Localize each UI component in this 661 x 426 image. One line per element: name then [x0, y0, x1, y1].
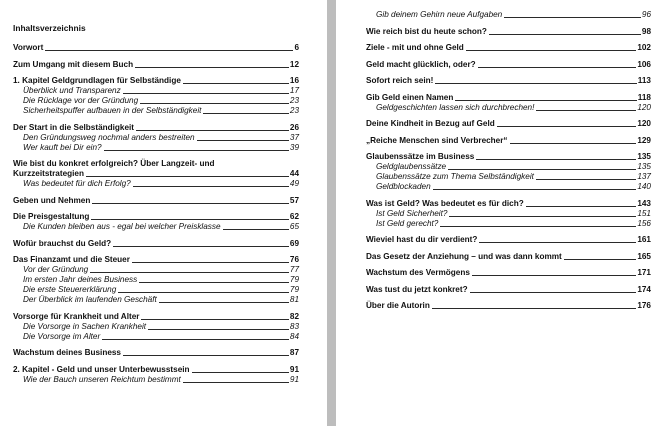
toc-page-number: 37 — [289, 132, 299, 142]
toc-chapter-entry[interactable] — [366, 268, 651, 278]
toc-entry-title: Im ersten Jahr deines Business — [23, 275, 138, 284]
toc-entry-title: Überblick und Transparenz — [23, 86, 121, 95]
toc-page-number: 102 — [637, 43, 651, 52]
toc-page-number: 156 — [637, 218, 651, 228]
toc-leader-dots — [197, 140, 289, 141]
toc-chapter-entry[interactable] — [366, 199, 651, 209]
toc-page-number: 120 — [637, 102, 651, 112]
toc-leader-dots — [449, 216, 636, 217]
toc-page-number: 174 — [637, 284, 651, 294]
toc-chapter-entry[interactable] — [366, 76, 651, 86]
toc-page-number: 176 — [637, 301, 651, 310]
toc-chapter-entry[interactable] — [366, 235, 651, 245]
toc-leader-dots — [433, 189, 637, 190]
toc-entry-title: Vorsorge für Krankheit und Alter — [13, 311, 140, 321]
toc-chapter-entry[interactable] — [13, 196, 299, 206]
toc-block — [13, 365, 299, 385]
toc-leader-dots — [223, 229, 289, 230]
toc-section-entry[interactable] — [366, 172, 651, 182]
toc-leader-dots — [92, 203, 289, 204]
toc-chapter-entry[interactable] — [366, 136, 651, 146]
toc-leader-dots — [140, 103, 289, 104]
toc-entry-title: Zum Umgang mit diesem Buch — [13, 59, 134, 69]
toc-heading: Inhaltsverzeichnis — [13, 23, 86, 33]
toc-page-number: 140 — [637, 182, 651, 191]
toc-leader-dots — [123, 355, 289, 356]
toc-chapter-entry[interactable] — [13, 169, 299, 179]
toc-leader-dots — [497, 126, 637, 127]
toc-page-number: 79 — [289, 285, 299, 294]
toc-block — [366, 268, 651, 278]
toc-leader-dots — [90, 272, 289, 273]
toc-block — [13, 239, 299, 249]
toc-chapter-entry[interactable] — [13, 239, 299, 249]
toc-block — [366, 252, 651, 262]
toc-page-number: 91 — [289, 374, 299, 384]
toc-leader-dots — [123, 93, 289, 94]
toc-page-number: 81 — [289, 295, 299, 304]
toc-entry-title: Wachstum deines Business — [13, 348, 121, 357]
toc-block — [366, 43, 651, 53]
toc-chapter-entry[interactable] — [366, 27, 651, 37]
toc-block — [13, 196, 299, 206]
toc-page-number: 16 — [289, 76, 299, 85]
toc-section-entry[interactable] — [13, 179, 299, 189]
toc-entry-title-line: Wie bist du konkret erfolgreich? Über Langzeit- und — [13, 159, 215, 168]
toc-leader-dots — [476, 159, 636, 160]
toc-page-number: 23 — [289, 96, 299, 105]
toc-entry-title: Geben und Nehmen — [13, 195, 91, 205]
toc-page-number: 44 — [289, 169, 299, 178]
toc-leader-dots — [192, 372, 289, 373]
toc-chapter-entry[interactable] — [366, 285, 651, 295]
toc-leader-dots — [148, 329, 289, 330]
toc-page-number: 118 — [637, 92, 651, 102]
toc-section-entry[interactable] — [13, 295, 299, 305]
toc-entry-title: Gib Geld einen Namen — [366, 92, 454, 102]
toc-section-entry[interactable] — [13, 96, 299, 106]
toc-leader-dots — [440, 226, 636, 227]
toc-entry-title: Die Preisgestaltung — [13, 212, 90, 221]
toc-page-number: 65 — [289, 222, 299, 231]
toc-page-number: 171 — [637, 268, 651, 277]
toc-page-right — [336, 0, 661, 426]
toc-entry-title: Die Rücklage vor der Gründung — [23, 96, 139, 105]
toc-page-number: 12 — [289, 59, 299, 69]
toc-entry-title: Wie der Bauch unseren Reichtum bestimmt — [23, 374, 181, 384]
toc-leader-dots — [139, 282, 289, 283]
toc-page-number: 96 — [641, 10, 651, 19]
toc-entry-title: Den Gründungsweg nochmal anders bestreiten — [23, 132, 195, 142]
toc-leader-dots — [504, 17, 641, 18]
toc-page-number: 57 — [289, 195, 299, 205]
toc-entry-title: Wer kauft bei Dir ein? — [23, 142, 102, 152]
toc-entry-title: Geldglaubenssätze — [376, 162, 447, 171]
toc-entry-title: Deine Kindheit in Bezug auf Geld — [366, 119, 495, 128]
toc-chapter-entry[interactable] — [366, 43, 651, 53]
toc-page-number: 98 — [641, 26, 651, 36]
toc-entry-title: Sofort reich sein! — [366, 76, 434, 85]
toc-section-entry[interactable] — [366, 162, 651, 172]
toc-section-entry[interactable] — [13, 265, 299, 275]
toc-page-number: 151 — [637, 208, 651, 218]
toc-page-number: 49 — [289, 179, 299, 188]
toc-page-number: 165 — [637, 251, 651, 261]
toc-page-number: 79 — [289, 275, 299, 284]
toc-entry-title: Gib deinem Gehirn neue Aufgaben — [376, 10, 503, 19]
toc-page-number: 87 — [289, 348, 299, 357]
toc-entry-title: Glaubenssätze zum Thema Selbständigkeit — [376, 172, 534, 181]
toc-leader-dots — [536, 110, 636, 111]
toc-entry-title: Das Finanzamt und die Steuer — [13, 255, 130, 264]
toc-section-entry[interactable] — [13, 222, 299, 232]
toc-leader-dots — [118, 292, 289, 293]
toc-page-number: 23 — [289, 106, 299, 115]
toc-section-entry[interactable] — [13, 332, 299, 342]
toc-block — [366, 27, 651, 37]
toc-leader-dots — [470, 292, 637, 293]
toc-leader-dots — [203, 113, 288, 114]
toc-block — [366, 10, 651, 20]
toc-leader-dots — [183, 382, 289, 383]
toc-entry-title: Geld macht glücklich, oder? — [366, 59, 476, 69]
toc-block — [366, 199, 651, 229]
toc-page-number: 77 — [289, 265, 299, 274]
toc-leader-dots — [135, 67, 289, 68]
toc-leader-dots — [472, 275, 636, 276]
toc-chapter-entry[interactable] — [366, 60, 651, 70]
toc-block — [366, 136, 651, 146]
toc-entry-title: Wieviel hast du dir verdient? — [366, 235, 478, 244]
toc-block — [366, 285, 651, 295]
toc-leader-dots — [133, 186, 289, 187]
toc-entry-title: „Reiche Menschen sind Verbrecher“ — [366, 135, 508, 145]
toc-entry-title: Sicherheitspuffer aufbauen in der Selbständigkeit — [23, 106, 202, 115]
toc-block — [13, 43, 299, 53]
toc-page-number: 83 — [289, 321, 299, 331]
toc-entry-title: Glaubenssätze im Business — [366, 152, 475, 161]
toc-section-entry[interactable] — [366, 182, 651, 192]
toc-page-number: 137 — [637, 172, 651, 181]
toc-page-number: 76 — [289, 255, 299, 264]
toc-block — [366, 235, 651, 245]
toc-chapter-entry[interactable] — [13, 60, 299, 70]
toc-chapter-entry[interactable] — [13, 365, 299, 375]
toc-list-right — [366, 10, 651, 311]
toc-section-entry[interactable] — [366, 209, 651, 219]
toc-chapter-entry[interactable] — [13, 212, 299, 222]
toc-page-number: 106 — [637, 59, 651, 69]
toc-leader-dots — [432, 308, 636, 309]
toc-block — [13, 255, 299, 305]
toc-entry-title: Der Start in die Selbständigkeit — [13, 122, 135, 132]
toc-leader-dots — [91, 219, 288, 220]
toc-entry-title: 1. Kapitel Geldgrundlagen für Selbständige — [13, 76, 181, 85]
toc-entry-title: Über die Autorin — [366, 301, 430, 310]
toc-entry-title: Die Vorsorge im Alter — [23, 331, 101, 341]
toc-section-entry[interactable] — [13, 322, 299, 332]
toc-leader-dots — [478, 67, 637, 68]
toc-chapter-entry[interactable] — [13, 43, 299, 53]
toc-page-number: 17 — [289, 86, 299, 95]
toc-leader-dots — [136, 130, 289, 131]
toc-leader-dots — [45, 50, 293, 51]
toc-block — [13, 212, 299, 232]
toc-block — [13, 348, 299, 358]
toc-entry-title: Was tust du jetzt konkret? — [366, 284, 468, 294]
toc-leader-dots — [104, 150, 289, 151]
toc-page-number: 39 — [289, 142, 299, 152]
toc-leader-dots — [466, 50, 637, 51]
toc-section-entry[interactable] — [366, 219, 651, 229]
toc-entry-title: Das Gesetz der Anziehung – und was dann kommt — [366, 251, 562, 261]
toc-chapter-entry[interactable] — [13, 348, 299, 358]
toc-page-number: 120 — [637, 119, 651, 128]
toc-leader-dots — [132, 262, 289, 263]
toc-chapter-entry[interactable] — [366, 93, 651, 103]
toc-block — [366, 119, 651, 129]
toc-entry-title: Was ist Geld? Was bedeutet es für dich? — [366, 198, 524, 208]
toc-block — [366, 301, 651, 311]
toc-leader-dots — [435, 83, 636, 84]
toc-block — [13, 312, 299, 342]
toc-entry-title: Was bedeutet für dich Erfolg? — [23, 179, 131, 188]
toc-page-number: 69 — [289, 238, 299, 248]
toc-block — [366, 93, 651, 113]
toc-page-number: 129 — [637, 135, 651, 145]
toc-leader-dots — [86, 176, 289, 177]
toc-entry-title: Ist Geld gerecht? — [376, 218, 439, 228]
toc-section-entry[interactable] — [13, 375, 299, 385]
toc-section-entry[interactable] — [366, 10, 651, 20]
toc-section-entry[interactable] — [366, 103, 651, 113]
toc-section-entry[interactable] — [13, 275, 299, 285]
toc-leader-dots — [141, 319, 288, 320]
toc-leader-dots — [183, 83, 289, 84]
toc-leader-dots — [159, 302, 289, 303]
toc-section-entry[interactable] — [13, 143, 299, 153]
toc-block — [13, 123, 299, 153]
toc-leader-dots — [479, 242, 636, 243]
toc-leader-dots — [564, 259, 637, 260]
toc-entry-title: Der Überblick im laufenden Geschäft — [23, 295, 157, 304]
toc-entry-title: Wie reich bist du heute schon? — [366, 26, 487, 36]
toc-chapter-entry[interactable] — [13, 76, 299, 86]
toc-page-number: 62 — [289, 212, 299, 221]
toc-leader-dots — [526, 206, 637, 207]
toc-entry-title: 2. Kapitel - Geld und unser Unterbewusstsein — [13, 364, 190, 374]
toc-page-number: 82 — [289, 311, 299, 321]
toc-page-number: 26 — [289, 122, 299, 132]
toc-leader-dots — [102, 339, 289, 340]
toc-list-left — [13, 43, 299, 385]
toc-chapter-entry[interactable] — [366, 301, 651, 311]
toc-page-number: 91 — [289, 364, 299, 374]
toc-entry-title: Wachstum des Vermögens — [366, 268, 470, 277]
toc-page-number: 84 — [289, 331, 299, 341]
toc-block — [13, 76, 299, 116]
toc-section-entry[interactable] — [13, 133, 299, 143]
toc-block — [366, 152, 651, 192]
toc-entry-title: Vor der Gründung — [23, 265, 89, 274]
toc-chapter-entry[interactable] — [366, 152, 651, 162]
toc-page-number: 6 — [294, 43, 299, 52]
toc-entry-title: Ziele - mit und ohne Geld — [366, 43, 464, 52]
toc-section-entry[interactable] — [13, 86, 299, 96]
toc-page-number: 161 — [637, 235, 651, 244]
toc-block — [13, 60, 299, 70]
toc-entry-title: Ist Geld Sicherheit? — [376, 208, 448, 218]
toc-page-number: 135 — [637, 152, 651, 161]
toc-chapter-entry[interactable] — [13, 255, 299, 265]
toc-section-entry[interactable] — [13, 285, 299, 295]
toc-page-number: 143 — [637, 198, 651, 208]
toc-page-number: 113 — [637, 76, 651, 85]
toc-entry-title: Vorwort — [13, 43, 44, 52]
toc-chapter-entry[interactable] — [366, 119, 651, 129]
toc-entry-title: Geldgeschichten lassen sich durchbrechen! — [376, 102, 535, 112]
toc-entry-title: Wofür brauchst du Geld? — [13, 238, 112, 248]
toc-page-left — [0, 0, 327, 426]
toc-entry-title: Die Vorsorge in Sachen Krankheit — [23, 321, 147, 331]
toc-entry-title: Geldblockaden — [376, 182, 431, 191]
toc-block — [13, 159, 299, 189]
toc-leader-dots — [489, 34, 641, 35]
toc-leader-dots — [510, 143, 637, 144]
toc-chapter-entry[interactable] — [13, 312, 299, 322]
toc-page-number: 135 — [637, 162, 651, 171]
toc-chapter-entry[interactable] — [13, 123, 299, 133]
toc-entry-title: Die Kunden bleiben aus - egal bei welcher Preisklasse — [23, 222, 221, 231]
toc-leader-dots — [536, 179, 636, 180]
toc-section-entry[interactable] — [13, 106, 299, 116]
toc-chapter-entry[interactable] — [366, 252, 651, 262]
toc-leader-dots — [448, 169, 636, 170]
toc-leader-dots — [113, 246, 289, 247]
toc-entry-title: Die erste Steuererklärung — [23, 285, 117, 294]
toc-block — [366, 76, 651, 86]
toc-entry-title: Kurzzeitstrategien — [13, 169, 84, 178]
toc-block — [366, 60, 651, 70]
toc-leader-dots — [455, 100, 636, 101]
